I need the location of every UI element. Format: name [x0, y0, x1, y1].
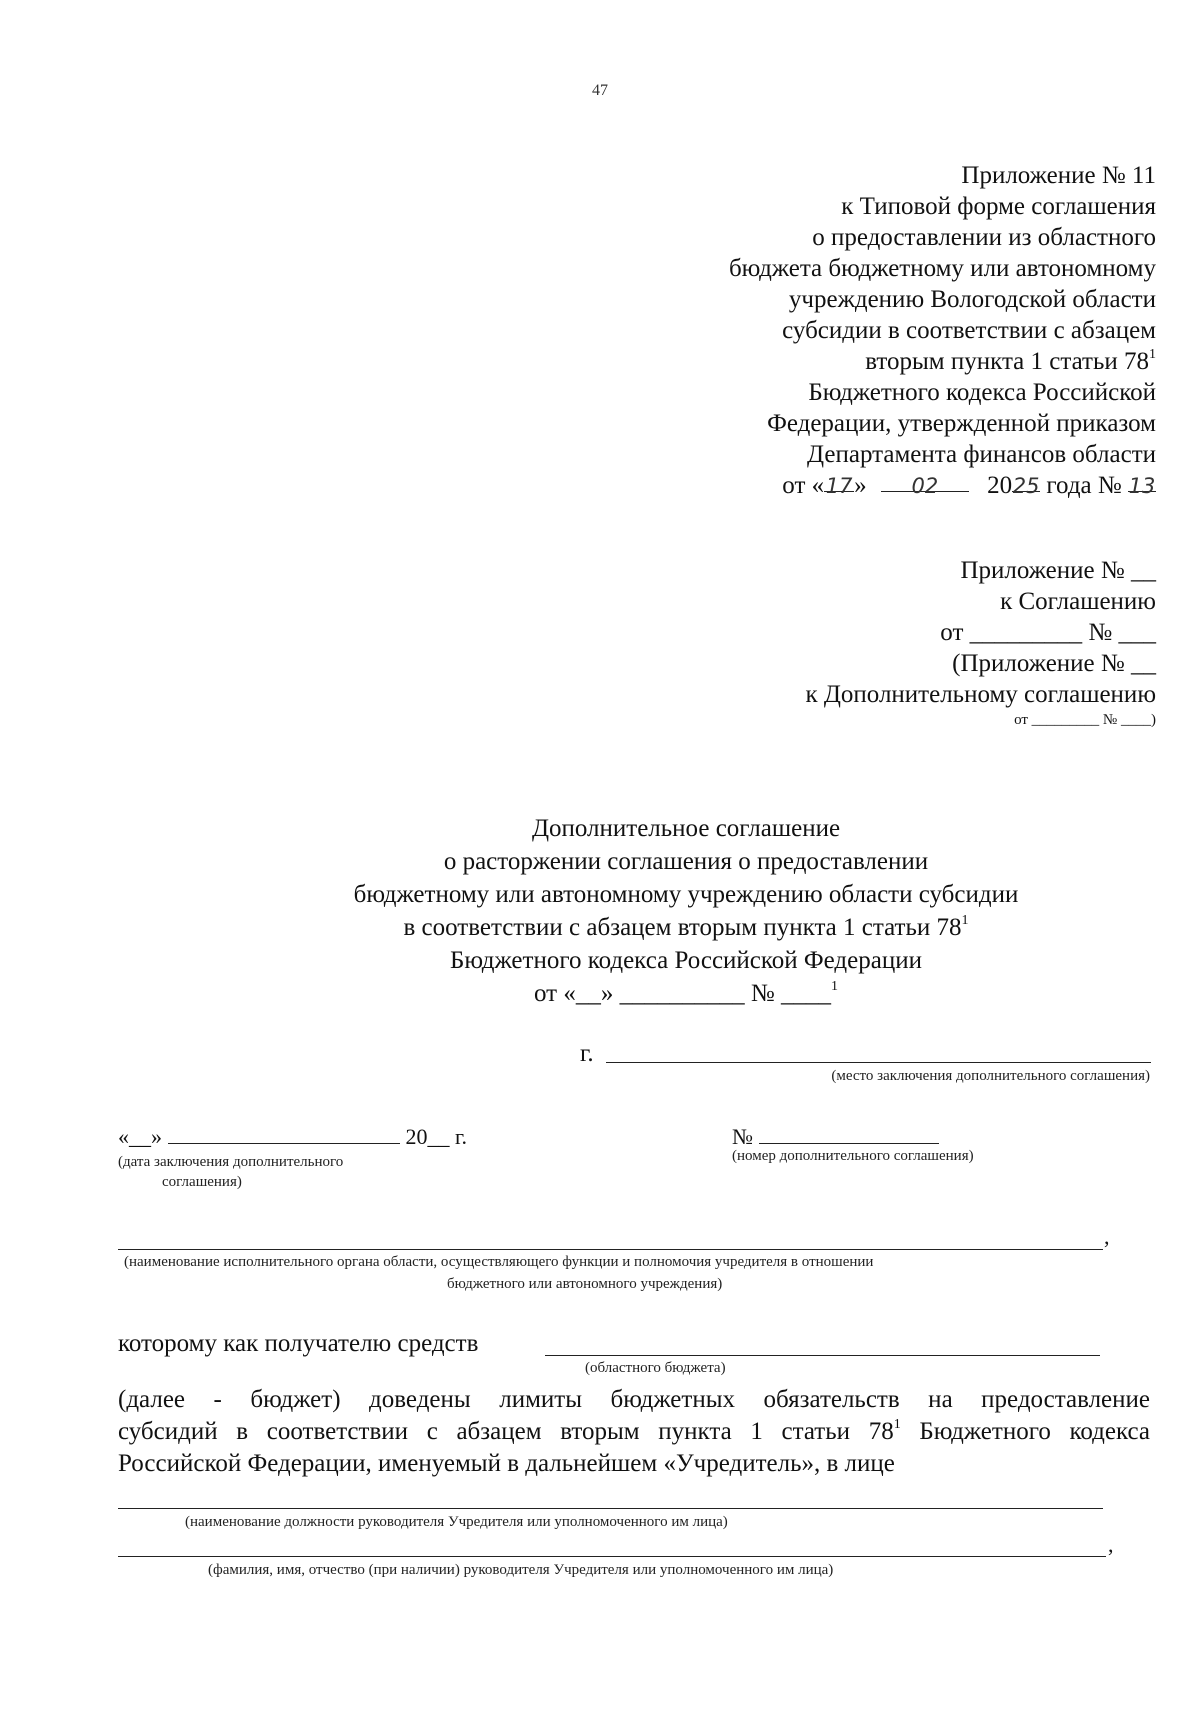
position-caption: (наименование должности руководителя Учредителя или уполномоченного им лица)	[185, 1514, 728, 1530]
page-number: 47	[592, 82, 608, 99]
title-line: от «__» __________ № ____$^1$	[534, 979, 838, 1007]
organ-caption-line1: (наименование исполнительного органа области, осуществляющего функции и полномочия учредителя в отношении	[124, 1254, 874, 1270]
title-line: Дополнительное соглашение	[531, 815, 841, 842]
date-caption: (дата заключения дополнительного соглашения)	[118, 1154, 344, 1190]
appendix-line: Департамента финансов области	[807, 441, 1156, 468]
agreement-attachment	[805, 555, 1156, 730]
appendix-line: Федерации, утвержденной приказом	[767, 410, 1156, 437]
appendix-line: к Типовой форме соглашения	[841, 193, 1156, 220]
appendix-line: Бюджетного кодекса Российской	[808, 379, 1156, 406]
attachment-line: от _________ № ___	[940, 619, 1156, 646]
paragraph-line: субсидий в соответствии с абзацем вторым пункта 1 статьи $78^1$ Бюджетного кодекса	[118, 1417, 1151, 1445]
organ-caption-line2: бюджетного или автономного учреждения)	[447, 1276, 723, 1292]
appendix-line: учреждению Вологодской области	[788, 286, 1156, 313]
handwritten-order-number: 13	[1128, 474, 1156, 498]
title-line: в соответствии с абзацем вторым пункта 1 статьи $78^1$	[403, 913, 969, 941]
position-field-line[interactable]	[118, 1508, 1103, 1509]
document-title	[0, 812, 1200, 1010]
appendix-title: Приложение № 11	[961, 162, 1156, 189]
appendix-line: вторым пункта 1 статьи $78^1$	[865, 347, 1156, 375]
title-line: Бюджетного кодекса Российской Федерации	[450, 947, 922, 974]
appendix-line: о предоставлении из областного	[812, 224, 1156, 251]
attachment-line: (Приложение № __	[952, 650, 1156, 677]
name-field-line[interactable]	[118, 1556, 1106, 1557]
place-caption: (место заключения дополнительного соглашения)	[831, 1068, 1150, 1084]
handwritten-year: 25	[1012, 474, 1040, 498]
place-field-line[interactable]	[606, 1062, 1151, 1063]
number-caption: (номер дополнительного соглашения)	[732, 1148, 974, 1164]
paragraph-line: (далее - бюджет) доведены лимиты бюджетных обязательств на предоставление	[118, 1386, 1150, 1413]
organ-field-line[interactable]	[118, 1249, 1103, 1250]
paragraph-line: Российской Федерации, именуемый в дальнейшем «Учредитель», в лице	[118, 1450, 895, 1477]
recipient-label: которому как получателю средств	[118, 1330, 479, 1357]
appendix-line: субсидии в соответствии с абзацем	[782, 317, 1156, 344]
name-caption: (фамилия, имя, отчество (при наличии) руководителя Учредителя или уполномоченного им лица)	[208, 1562, 834, 1578]
appendix-header	[729, 160, 1156, 501]
handwritten-day: 17	[825, 474, 853, 498]
appendix-line: бюджета бюджетному или автономному	[728, 255, 1156, 282]
body-paragraph	[118, 1384, 1150, 1480]
attachment-line: от _________ № ____)	[1014, 712, 1156, 728]
number-field: №	[732, 1124, 939, 1150]
attachment-line: к Дополнительному соглашению	[805, 681, 1156, 708]
title-line: бюджетному или автономному учреждению области субсидии	[353, 881, 1019, 908]
place-prefix: г.	[580, 1040, 594, 1067]
attachment-line: Приложение № __	[960, 557, 1156, 584]
organ-field-comma: ,	[1104, 1224, 1110, 1249]
name-field-comma: ,	[1108, 1532, 1114, 1557]
attachment-line: к Соглашению	[1000, 588, 1156, 615]
date-field: «__» 20__ г.	[118, 1124, 468, 1149]
order-date-line: от «17» 02 2025 года № 13	[782, 472, 1156, 499]
recipient-field-line[interactable]	[545, 1355, 1100, 1356]
title-line: о расторжении соглашения о предоставлении	[443, 848, 929, 875]
recipient-caption: (областного бюджета)	[585, 1360, 726, 1376]
handwritten-month: 02	[911, 474, 939, 498]
